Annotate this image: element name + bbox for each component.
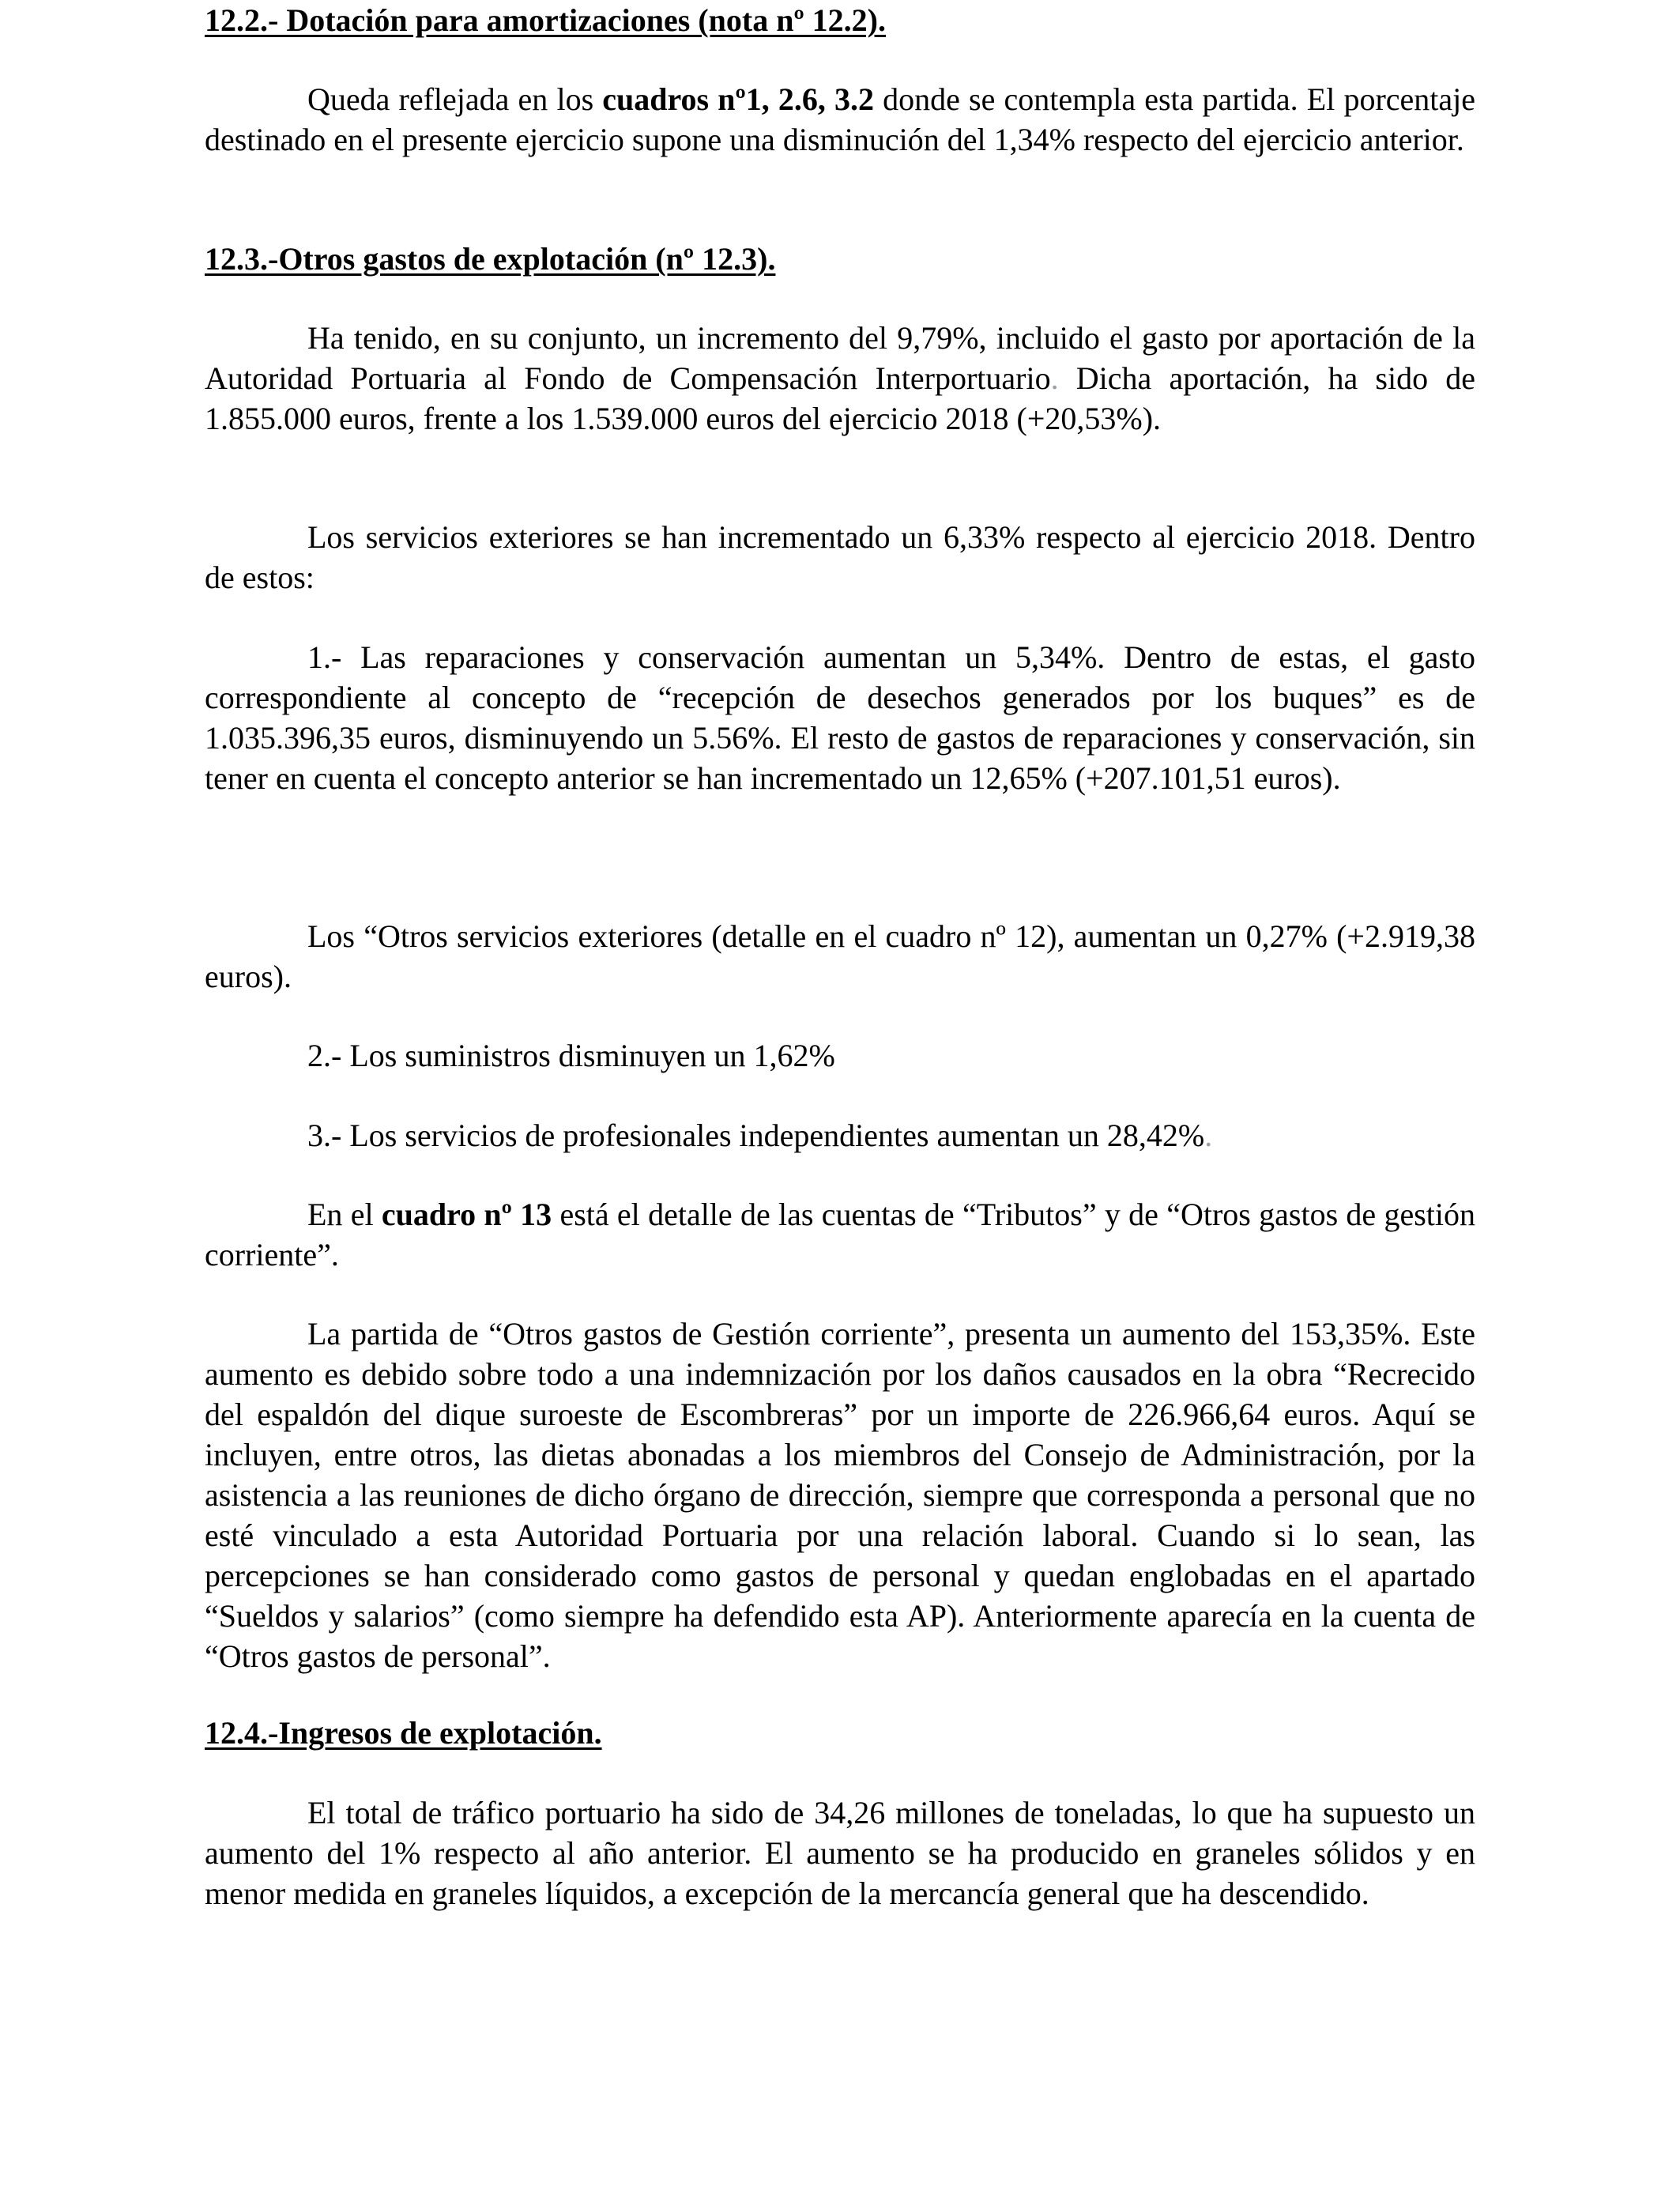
section-12-3-paragraph-1: Ha tenido, en su conjunto, un incremento del 9,79%, incluido el gasto por aportación de la Autoridad Portuaria al Fondo de Compensación Interportuario. Dicha aportación, ha sido de 1.855.000 euros, frente a los 1.539.000 euros del ejercicio 2018 (+20,53%). <box>205 320 1475 436</box>
section-12-3-paragraph-4: Los “Otros servicios exteriores (detalle en el cuadro nº 12), aumentan un 0,27% (+2.919,38 euros). <box>205 918 1475 994</box>
section-12-3-paragraph-3: 1.- Las reparaciones y conservación aumentan un 5,34%. Dentro de estas, el gasto correspondiente al concepto de “recepción de desechos generados por los buques” es de 1.035.396,35 euros, disminuyendo un 5.56%. El resto de gastos de reparaciones y conservación, sin tener en cuenta el concepto anterior se han incrementado un 12,65% (+207.101,51 euros). <box>205 639 1475 796</box>
section-12-4-heading: 12.4.-Ingresos de explotación. <box>205 1715 602 1751</box>
section-12-3-paragraph-2: Los servicios exteriores se han incrementado un 6,33% respecto al ejercicio 2018. Dentro de estos: <box>205 519 1475 595</box>
section-12-2-heading: 12.2.- Dotación para amortizaciones (nota nº 12.2). <box>205 2 886 38</box>
section-12-4-paragraph: El total de tráfico portuario ha sido de 34,26 millones de toneladas, lo que ha supuesto un aumento del 1% respecto al año anterior. El aumento se ha producido en graneles sólidos y en menor medida en graneles líquidos, a excepción de la mercancía general que ha descendido. <box>205 1795 1475 1911</box>
section-12-3-paragraph-5: En el cuadro nº 13 está el detalle de las cuentas de “Tributos” y de “Otros gastos de gestión corriente”. <box>205 1197 1475 1272</box>
section-12-3-item-2: 2.- Los suministros disminuyen un 1,62% <box>307 1038 835 1073</box>
section-12-3-item-3: 3.- Los servicios de profesionales independientes aumentan un 28,42%. <box>307 1118 1213 1153</box>
section-12-2-paragraph: Queda reflejada en los cuadros nº1, 2.6, 3.2 donde se contempla esta partida. El porcentaje destinado en el presente ejercicio supone una disminución del 1,34% respecto del ejercicio anterior. <box>205 81 1476 157</box>
section-12-3-paragraph-6: La partida de “Otros gastos de Gestión corriente”, presenta un aumento del 153,35%. Este aumento es debido sobre todo a una indemnización por los daños causados en la obra “Recrecido del espaldón del dique suroeste de Escombreras” por un importe de 226.966,64 euros. Aquí se incluyen, entre otros, las dietas abonadas a los miembros del Consejo de Administración, por la asistencia a las reuniones de dicho órgano de dirección, siempre que corresponda a personal que no esté vinculado a esta Autoridad Portuaria por una relación laboral. Cuando si lo sean, las percepciones se han considerado como gastos de personal y quedan englobadas en el apartado “Sueldos y salarios” (como siempre ha defendido esta AP). Anteriormente aparecía en la cuenta de “Otros gastos de personal”. <box>205 1316 1475 1674</box>
section-12-3-heading: 12.3.-Otros gastos de explotación (nº 12.3). <box>205 241 776 277</box>
